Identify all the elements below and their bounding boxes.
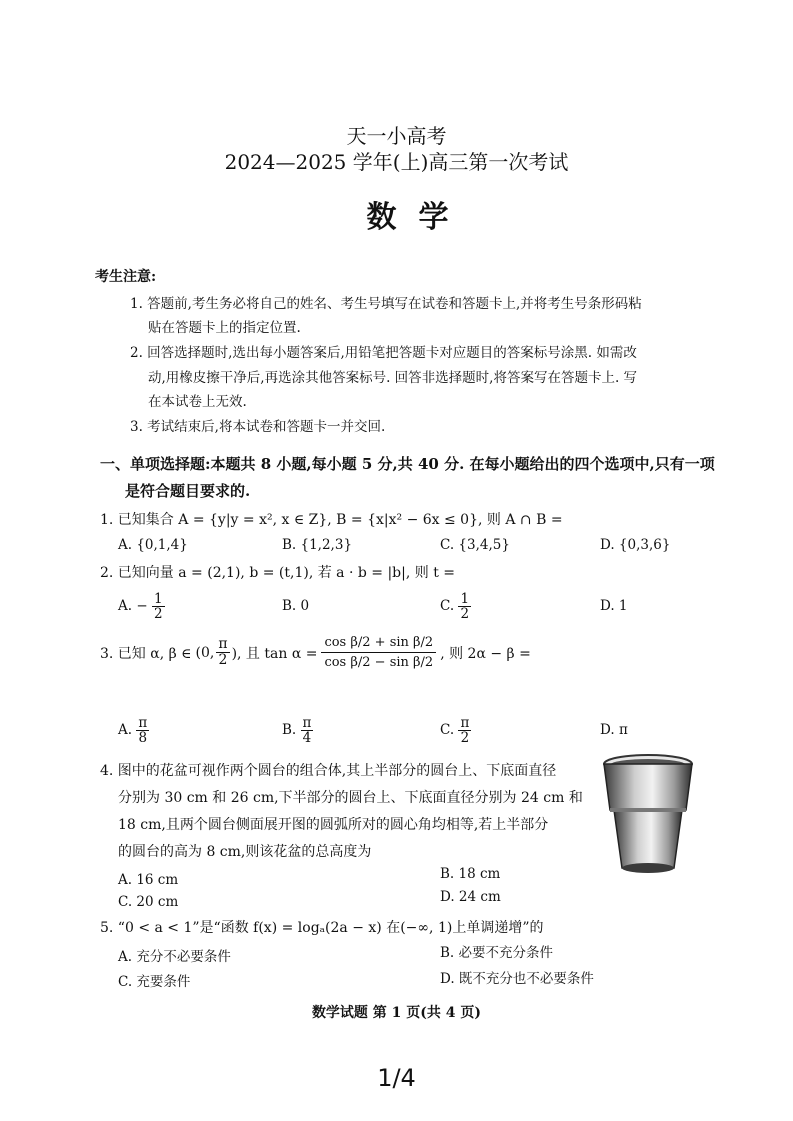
minus-sign: − — [136, 598, 148, 615]
option-label: D. — [600, 722, 615, 738]
section-heading: 一、单项选择题:本题共 8 小题,每小题 5 分,共 40 分. 在每小题给出的四个选项中,只有一项 — [100, 455, 715, 473]
option-label: A. — [118, 722, 133, 739]
notice-item: 1. 答题前,考生务必将自己的姓名、考生号填写在试卷和答题卡上,并将考生号条形码粘 — [130, 296, 642, 312]
q3-interval-close: ), 且 tan α = — [231, 645, 318, 662]
option-label: C. — [440, 722, 455, 739]
q4-option-d: D. 24 cm — [440, 889, 501, 905]
fraction — [136, 716, 149, 745]
q3-option-b — [282, 716, 313, 745]
notice-item: 在本试卷上无效. — [148, 394, 247, 410]
q2-option-a — [118, 592, 165, 621]
q5-option-b: B. 必要不充分条件 — [440, 945, 554, 961]
q4-option-c: C. 20 cm — [118, 894, 179, 910]
denominator: 8 — [138, 730, 148, 747]
notice-item: 3. 考试结束后,将本试卷和答题卡一并交回. — [130, 419, 386, 435]
q1-option-d: D. {0,3,6} — [600, 537, 671, 553]
page-indicator: 1/4 — [377, 1064, 416, 1092]
denominator: 2 — [153, 606, 163, 623]
numerator: π — [302, 715, 312, 731]
numerator: 1 — [460, 591, 470, 607]
q3-option-a — [118, 716, 149, 745]
denominator: 2 — [460, 606, 470, 623]
exam-title: 2024—2025 学年(上)高三第一次考试 — [224, 150, 569, 174]
question-5-stem: 5. “0 < a < 1”是“函数 f(x) = logₐ(2a − x) 在(−∞, 1)上单调递增”的 — [100, 920, 544, 936]
q3-lead: 3. 已知 α, β ∈ — [100, 645, 192, 662]
q2-option-d: D. 1 — [600, 598, 628, 614]
q2-option-b: B. 0 — [282, 598, 310, 614]
q1-option-b: B. {1,2,3} — [282, 537, 353, 553]
q3-option-c — [440, 716, 471, 745]
q5-option-d: D. 既不充分也不必要条件 — [440, 971, 594, 987]
numerator: cos β/2 + sin β/2 — [321, 635, 436, 653]
tan-fraction — [321, 635, 436, 670]
q4-option-b: B. 18 cm — [440, 866, 501, 882]
fraction — [458, 716, 471, 745]
notice-item: 动,用橡皮擦干净后,再选涂其他答案标号. 回答非选择题时,将答案写在答题卡上. 写 — [148, 370, 638, 386]
section-heading-cont: 是符合题目要求的. — [125, 482, 251, 500]
denominator: 2 — [218, 652, 228, 668]
q5-option-a: A. 充分不必要条件 — [118, 949, 231, 965]
notice-title: 考生注意: — [95, 269, 157, 285]
question-1-stem: 1. 已知集合 A = {y|y = x², x ∈ Z}, B = {x|x² − 6x ≤ 0}, 则 A ∩ B = — [100, 512, 563, 528]
flowerpot-drawing — [600, 752, 696, 877]
numerator: π — [218, 636, 228, 653]
q4-option-a: A. 16 cm — [118, 872, 179, 888]
question-4-line: 的圆台的高为 8 cm,则该花盆的总高度为 — [118, 844, 372, 860]
option-value: π — [618, 722, 628, 738]
numerator: π — [138, 715, 148, 731]
option-label: B. — [282, 722, 297, 739]
notice-item: 2. 回答选择题时,选出每小题答案后,用铅笔把答题卡对应题目的答案标号涂黑. 如需改 — [130, 345, 637, 361]
denominator: 2 — [460, 730, 470, 747]
numerator: 1 — [153, 591, 163, 607]
fraction — [216, 637, 229, 667]
fraction — [152, 592, 165, 621]
question-3-stem — [100, 635, 531, 670]
q3-tail: , 则 2α − β = — [440, 645, 531, 662]
notice-item: 贴在答题卡上的指定位置. — [148, 320, 301, 336]
page-footer: 数学试题 第 1 页(共 4 页) — [311, 1005, 482, 1021]
q2-option-c — [440, 592, 471, 621]
flowerpot-image — [600, 752, 696, 877]
question-4-line: 4. 图中的花盆可视作两个圆台的组合体,其上半部分的圆台上、下底面直径 — [100, 763, 557, 779]
q3-option-d — [600, 722, 628, 738]
option-label: A. — [118, 598, 133, 615]
denominator: 4 — [302, 730, 312, 747]
question-2-stem: 2. 已知向量 a = (2,1), b = (t,1), 若 a · b = |b|, 则 t = — [100, 565, 456, 581]
fraction — [458, 592, 471, 621]
option-label: C. — [440, 598, 455, 615]
exam-brand: 天一小高考 — [346, 124, 447, 148]
q1-option-c: C. {3,4,5} — [440, 537, 510, 553]
numerator: π — [460, 715, 470, 731]
q1-option-a: A. {0,1,4} — [118, 537, 188, 553]
question-4-line: 18 cm,且两个圆台侧面展开图的圆弧所对的圆心角均相等,若上半部分 — [118, 817, 549, 833]
q5-option-c: C. 充要条件 — [118, 974, 191, 990]
subject-title: 数学 — [366, 200, 471, 235]
fraction — [301, 716, 314, 745]
q3-interval-open: (0, — [195, 644, 215, 661]
question-4-line: 分别为 30 cm 和 26 cm,下半部分的圆台上、下底面直径分别为 24 cm 和 — [118, 790, 583, 806]
denominator: cos β/2 − sin β/2 — [324, 655, 434, 670]
